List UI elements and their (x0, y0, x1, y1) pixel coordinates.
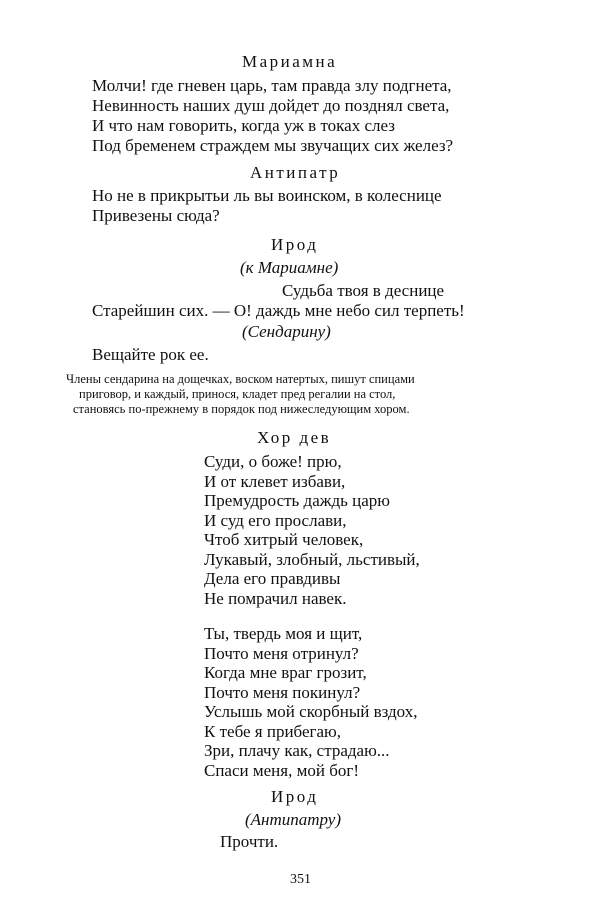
stage-direction-line: приговор, и каждый, принося, кладет пред регалии на стол, (79, 387, 396, 401)
chorus-line: И суд его прослави, (204, 511, 347, 530)
page-number: 351 (290, 872, 311, 887)
verse-line: Привезены сюда? (92, 206, 220, 225)
chorus-line: Лукавый, злобный, льстивый, (204, 550, 420, 569)
verse-line: Молчи! где гневен царь, там правда злу подгнета, (92, 76, 452, 95)
verse-line: Вещайте рок ее. (92, 345, 209, 364)
chorus-line: Ты, твердь моя и щит, (204, 624, 363, 643)
chorus-line: Почто меня покинул? (204, 683, 361, 702)
stage-direction-inline: (Антипатру) (245, 810, 342, 829)
verse-line: Старейшин сих. — О! даждь мне небо сил терпеть! (92, 301, 465, 320)
chorus-line: К тебе я прибегаю, (204, 722, 341, 741)
chorus-line: Суди, о боже! прю, (204, 452, 342, 471)
chorus-line: Спаси меня, мой бог! (204, 761, 359, 780)
speaker-herod: Ирод (271, 787, 319, 806)
verse-line: Но не в прикрытьи ль вы воинском, в колеснице (92, 186, 442, 205)
stage-direction-line: становясь по-прежнему в порядок под нижеследующим хором. (73, 402, 410, 416)
speaker-mariamne: Мариамна (242, 52, 338, 71)
verse-line: И что нам говорить, когда уж в токах слез (92, 116, 395, 135)
verse-line: Невинность наших душ дойдет до позднял света, (92, 96, 450, 115)
speaker-chorus: Хор дев (257, 428, 332, 447)
stage-direction-inline: (к Мариамне) (240, 258, 339, 277)
chorus-line: И от клевет избави, (204, 472, 346, 491)
stage-direction-line: Члены сендарина на дощечках, воском натертых, пишут спицами (66, 372, 415, 386)
chorus-line: Чтоб хитрый человек, (204, 530, 364, 549)
chorus-line: Когда мне враг грозит, (204, 663, 367, 682)
chorus-line: Премудрость даждь царю (204, 491, 390, 510)
speaker-herod: Ирод (271, 235, 319, 254)
verse-line: Судьба твоя в деснице (282, 281, 445, 300)
chorus-line: Зри, плачу как, страдаю... (204, 741, 390, 760)
verse-line: Прочти. (220, 832, 279, 851)
stage-direction-inline: (Сендарину) (242, 322, 331, 341)
chorus-line: Почто меня отринул? (204, 644, 359, 663)
chorus-line: Дела его правдивы (204, 569, 341, 588)
chorus-line: Не помрачил навек. (204, 589, 347, 608)
chorus-line: Услышь мой скорбный вздох, (204, 702, 418, 721)
speaker-antipater: Антипатр (250, 163, 341, 182)
verse-line: Под бременем страждем мы звучащих сих желез? (92, 136, 454, 155)
